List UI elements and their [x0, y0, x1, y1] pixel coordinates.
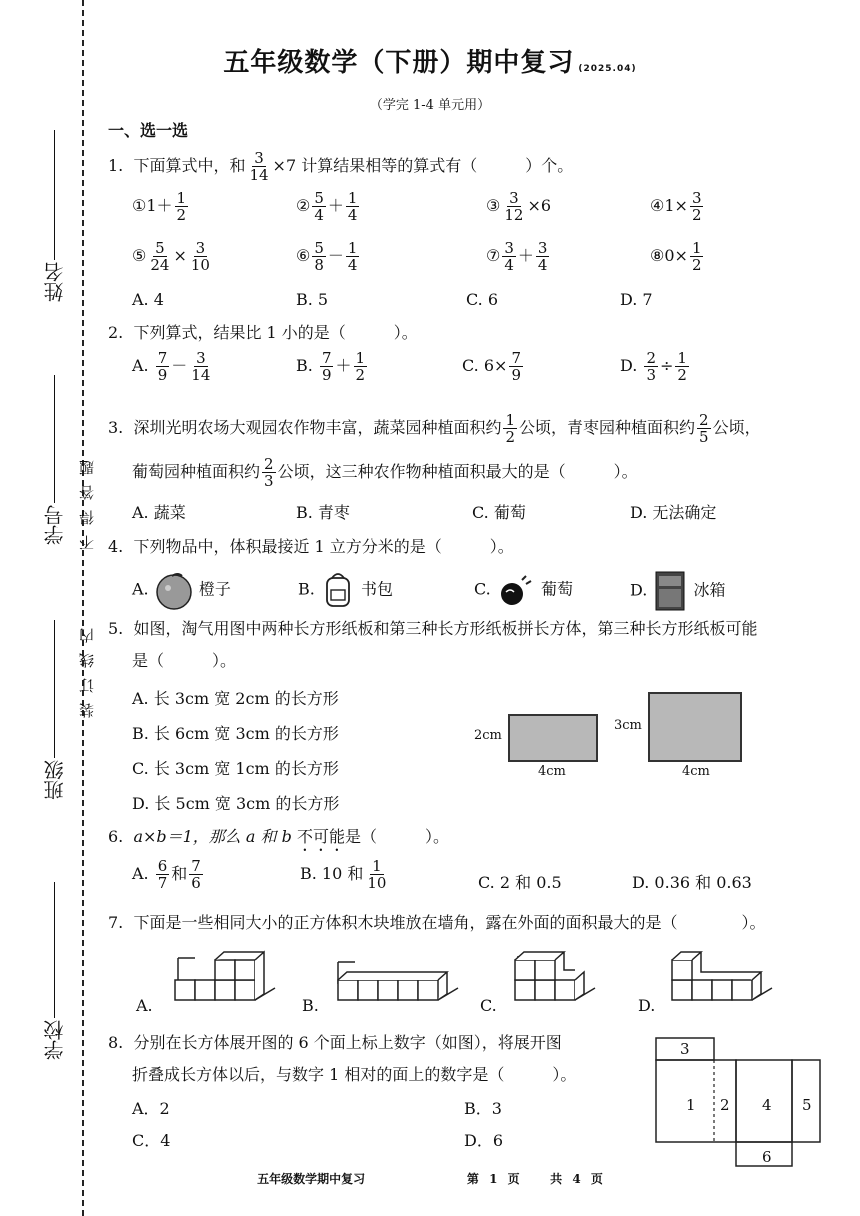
q5-option-a[interactable]: A. 长 3cm 宽 2cm 的长方形	[132, 689, 339, 708]
q2-option-d[interactable]: D. $\frac{2}{3}$ ÷ $\frac{1}{2}$	[620, 349, 687, 384]
binding-line	[82, 0, 84, 1216]
question-3: 3. 深圳光明农场大观园农作物丰富，蔬菜园种植面积约 $\frac{1}{2}$ 公顷，青枣园种植面积约 $\frac{2}{5}$ 公顷，	[108, 411, 761, 446]
q1-expr-6: ⑥ $\frac{5}{8}$ － $\frac{1}{4}$	[296, 239, 358, 274]
q1-option-a[interactable]: A. 4	[132, 290, 164, 309]
q6-option-c[interactable]: C. 2 和 0.5	[478, 873, 562, 892]
net-face-5: 5	[802, 1096, 812, 1114]
rect1-height: 2cm	[474, 728, 502, 743]
net-face-3: 3	[680, 1040, 690, 1058]
page-footer: 五年级数学期中复习 第 1 页 共 4 页	[257, 1172, 603, 1186]
page-title: 五年级数学（下册）期中复习 (2025.04)	[223, 48, 637, 78]
section-heading: 一、选一选	[108, 121, 189, 140]
q1-option-b[interactable]: B. 5	[296, 290, 329, 309]
q5-option-b[interactable]: B. 长 6cm 宽 3cm 的长方形	[132, 724, 339, 743]
exam-date: (2025.04)	[578, 64, 637, 74]
q6-option-b[interactable]: B. 10 和 $\frac{1}{10}$	[300, 857, 387, 892]
binding-note-2: 装订线内	[78, 618, 96, 718]
q3-option-b[interactable]: B. 青枣	[296, 503, 350, 522]
school-field[interactable]	[54, 882, 55, 1018]
q4-option-a[interactable]: A. 橙子	[132, 570, 231, 610]
refrigerator-icon	[652, 570, 688, 612]
rectangle-2x4	[508, 714, 598, 762]
q1-expr-2: ② $\frac{5}{4}$ ＋ $\frac{1}{4}$	[296, 189, 358, 224]
q1-option-d[interactable]: D. 7	[620, 290, 653, 309]
question-4: 4. 下列物品中，体积最接近 1 立方分米的是（ ）。	[108, 537, 514, 556]
q3-option-c[interactable]: C. 葡萄	[472, 503, 526, 522]
q8-option-c[interactable]: C．4	[132, 1131, 171, 1150]
q8-option-d[interactable]: D．6	[464, 1131, 504, 1150]
q2-option-a[interactable]: A. $\frac{7}{9}$ － $\frac{3}{14}$	[132, 349, 211, 384]
rect1-width: 4cm	[538, 764, 566, 779]
q5-option-d[interactable]: D. 长 5cm 宽 3cm 的长方形	[132, 794, 340, 813]
q8-option-a[interactable]: A．2	[132, 1099, 170, 1118]
question-1: 1. 下面算式中，和 $\frac{3}{14}$ ×7 计算结果相等的算式有（ ）个。	[108, 149, 574, 184]
q2-option-b[interactable]: B. $\frac{7}{9}$ ＋ $\frac{1}{2}$	[296, 349, 366, 384]
q1-expr-1: ①1＋ $\frac{1}{2}$	[132, 189, 187, 224]
q6-option-d[interactable]: D. 0.36 和 0.63	[632, 873, 752, 892]
q8-option-b[interactable]: B．3	[464, 1099, 502, 1118]
q1-expr-8: ⑧0× $\frac{1}{2}$	[650, 239, 702, 274]
q3-option-d[interactable]: D. 无法确定	[630, 503, 717, 522]
q7-option-d[interactable]: D.	[638, 996, 656, 1015]
student-id-label: 学号	[43, 505, 67, 545]
q7-option-a[interactable]: A.	[136, 996, 153, 1015]
q2-option-c[interactable]: C. 6× $\frac{7}{9}$	[462, 349, 521, 384]
question-3-cont: 葡萄园种植面积约 $\frac{2}{3}$ 公顷，这三种农作物种植面积最大的是（ ）。	[132, 455, 638, 490]
rectangle-3x4	[648, 692, 742, 762]
question-8-cont: 折叠成长方体以后，与数字 1 相对的面上的数字是（ ）。	[132, 1065, 577, 1084]
q3-option-a[interactable]: A. 蔬菜	[132, 503, 186, 522]
q7-option-b[interactable]: B.	[302, 996, 319, 1015]
question-5-cont: 是（ ）。	[132, 651, 237, 670]
q4-option-c[interactable]: C. 葡萄	[474, 570, 573, 610]
q6-option-a[interactable]: A. $\frac{6}{7}$ 和 $\frac{7}{6}$	[132, 857, 201, 892]
q1-option-c[interactable]: C. 6	[466, 290, 499, 309]
question-2: 2. 下列算式，结果比 1 小的是（ ）。	[108, 323, 418, 342]
name-label: 姓名	[43, 262, 67, 302]
question-5: 5. 如图，淘气用图中两种长方形纸板和第三种长方形纸板拼长方体，第三种长方形纸板可能	[108, 619, 758, 638]
backpack-icon	[320, 570, 356, 610]
binding-note-1: 不得答题	[78, 450, 96, 550]
q5-option-c[interactable]: C. 长 3cm 宽 1cm 的长方形	[132, 759, 339, 778]
q1-expr-7: ⑦ $\frac{3}{4}$ ＋ $\frac{3}{4}$	[486, 239, 548, 274]
net-face-4: 4	[762, 1096, 772, 1114]
q1-expr-3: ③ $\frac{3}{12}$ ×6	[486, 189, 552, 224]
net-face-2: 2	[720, 1096, 730, 1114]
rect2-height: 3cm	[614, 718, 642, 733]
emphasis-text: 不可能	[296, 827, 345, 846]
net-face-1: 1	[686, 1096, 696, 1114]
cube-stacks-figure	[150, 940, 850, 1020]
q4-option-d[interactable]: D. 冰箱	[630, 570, 726, 612]
question-8: 8. 分别在长方体展开图的 6 个面上标上数字（如图），将展开图	[108, 1033, 562, 1052]
student-id-field[interactable]	[54, 375, 55, 503]
question-6: 6. a×b＝1，那么 a 和 b 不可能是（ ）。	[108, 827, 449, 846]
class-label: 班级	[43, 760, 67, 800]
page-subtitle: （学完 1-4 单元用）	[369, 98, 491, 113]
q1-expr-4: ④1× $\frac{3}{2}$	[650, 189, 702, 224]
q4-option-b[interactable]: B. 书包	[298, 570, 393, 610]
net-face-6: 6	[762, 1148, 772, 1166]
grape-icon	[496, 570, 536, 610]
question-7: 7. 下面是一些相同大小的正方体积木块堆放在墙角，露在外面的面积最大的是（ ）。	[108, 913, 766, 932]
q1-expr-5: ⑤ $\frac{5}{24}$ × $\frac{3}{10}$	[132, 239, 210, 274]
orange-icon	[154, 570, 194, 610]
class-field[interactable]	[54, 620, 55, 758]
rect2-width: 4cm	[682, 764, 710, 779]
school-label: 学校	[43, 1020, 67, 1060]
name-field[interactable]	[54, 130, 55, 260]
fraction: $\frac{3}{14}$	[249, 149, 269, 184]
q7-option-c[interactable]: C.	[480, 996, 497, 1015]
